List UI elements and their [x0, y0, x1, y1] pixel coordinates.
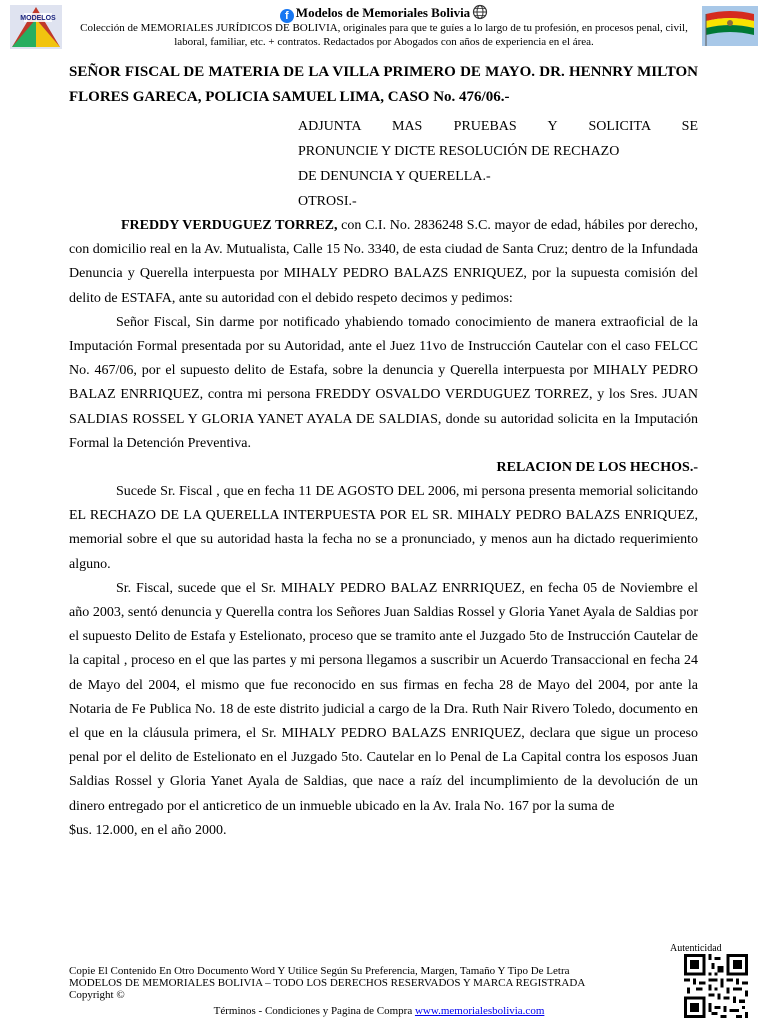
site-title-text: Modelos de Memoriales Bolivia [295, 5, 471, 20]
website-link[interactable]: www.memorialesbolivia.com [414, 1005, 545, 1017]
bolivia-flag [702, 6, 758, 46]
footer-rights: MODELOS DE MEMORIALES BOLIVIA – TODO LOS DERECHOS RESERVADOS Y MARCA REGISTRADA [69, 977, 586, 989]
document-body [69, 60, 698, 843]
footer-terms [69, 1005, 689, 1017]
paragraph-last-line: $us. 12.000, en el año 2000. [69, 822, 227, 838]
paragraph-intro-text: con C.I. No. 2836248 S.C. mayor de edad, hábiles por derecho, con domicilio real en la Av. Mutualista, Calle 15 No. 3340, de esta ciudad de Santa Cruz; dentro de la Infundada Denuncia y Querella interpuesta por MIHALY PEDRO BALAZS ENRIQUEZ, por la supuesta comisión del delito de ESTAFA, ante su autoridad con el debido respeto decimos y pedimos: [69, 218, 698, 306]
globe-icon[interactable] [472, 4, 488, 20]
page-footer [69, 965, 689, 1017]
site-description: Colección de MEMORIALES JURÍDICOS DE BOLIVIA, originales para que te guíes a lo largo de tu profesión, en procesos penal, civil, laboral, familiar, etc. + contratos. Redactados por Abogados con años de experiencia en el área. [80, 22, 688, 48]
authenticity-label: Autenticidad [670, 943, 722, 954]
petitioner-name: FREDDY VERDUGUEZ TORREZ, [121, 218, 338, 233]
summary-line: DE DENUNCIA Y QUERELLA.- [298, 169, 491, 184]
paragraph: Señor Fiscal, Sin darme por notificado yhabiendo tomado conocimiento de manera extraoficial de la Imputación Formal presentada por su Autoridad, ante el Juez 11vo de Instrucción Cautelar con el caso FELCC No. 467/06, por el supuesto delito de Estafa, sobre la denuncia y Querella interpuesta por MIHALY PEDRO BALAZ ENRRIQUEZ, contra mi persona FREDDY OSVALDO VERDUGUEZ TORREZ, y los Sres. JUAN SALDIAS ROSSEL Y GLORIA YANET AYALA DE SALDIAS, donde su autoridad solicita en la Imputación Formal la Detención Preventiva. [69, 314, 698, 451]
paragraph: Sr. Fiscal, sucede que el Sr. MIHALY PEDRO BALAZ ENRRIQUEZ, en fecha 05 de Noviembre el año 2003, sentó denuncia y Querella contra los Señores Juan Saldias Rossel y Gloria Yanet Ayala de Saldias por el supuesto Delito de Estafa y Estelionato, proceso que se tramito ante el Juzgado 5to de Instrucción Cautelar de la capital , proceso en el que las partes y mi persona llegamos a suscribir un Acuerdo Transaccional en fecha 24 de Mayo del 2004, el mismo que fue reconocido en sus firmas en fecha 28 de Mayo del 2004, por ante la Notaria de Fe Publica No. 18 de este distrito judicial a cargo de la Dra. Ruth Nair Rivero Toledo, documento en el que en la cláusula primera, el Sr. MIHALY PEDRO BALAZS ENRIQUEZ, declara que sigue un proceso penal por el delito de Estelionato en el Juzgado 5to. Cautelar en lo Penal de La Capital contra los esposos Juan Saldias Rossel y Gloria Yanet Ayala de Saldias, que nace a raíz del incumplimiento de la devolución de un dinero entregado por el anticretico de un inmueble ubicado en la Av. Irala No. 167 por la suma de [69, 580, 698, 814]
footer-terms-text: Términos - Condiciones y Pagina de Compra [213, 1005, 415, 1017]
summary-line: OTROSI.- [298, 194, 357, 209]
footer-copyright: Copyright © [69, 989, 125, 1001]
qr-code[interactable] [684, 954, 748, 1018]
facebook-icon[interactable]: f [280, 9, 294, 23]
paragraph: Sucede Sr. Fiscal , que en fecha 11 DE AGOSTO DEL 2006, mi persona presenta memorial solicitando EL RECHAZO DE LA QUERELLA INTERPUESTA POR EL SR. MIHALY PEDRO BALAZS ENRIQUEZ, memorial sobre el que su autoridad hasta la fecha no se a pronunciado, y menos aun ha dictado requerimiento alguno. [69, 484, 698, 572]
summary-line: PRONUNCIE Y DICTE RESOLUCIÓN DE RECHAZO [298, 144, 620, 159]
footer-copy-note: Copie El Contenido En Otro Documento Word Y Utilice Según Su Preferencia, Margen, Tamaño Y Tipo De Letra [69, 965, 570, 977]
logo-text: MODELOS [20, 15, 56, 22]
summary-line: ADJUNTA MAS PRUEBAS Y SOLICITA SE [298, 119, 698, 134]
document-summary [298, 114, 698, 214]
section-title: RELACION DE LOS HECHOS.- [496, 460, 698, 476]
paragraph-intro [69, 214, 698, 311]
document-heading: SEÑOR FISCAL DE MATERIA DE LA VILLA PRIMERO DE MAYO. DR. HENNRY MILTON FLORES GARECA, POLICIA SAMUEL LIMA, CASO No. 476/06.- [69, 64, 698, 105]
